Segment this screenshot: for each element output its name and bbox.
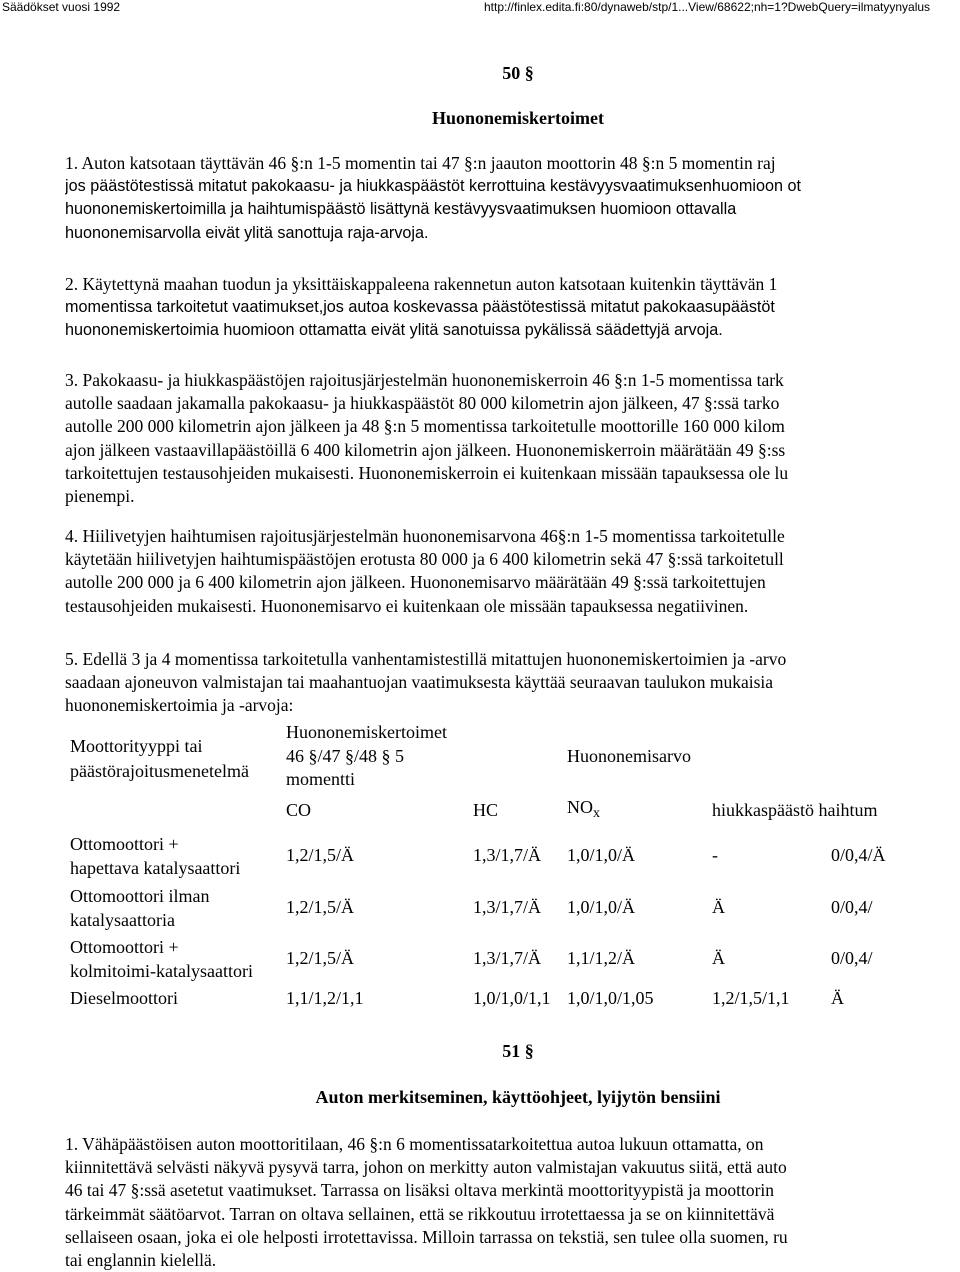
- paragraph-50-5: [65, 648, 897, 718]
- header-line: momentti: [286, 769, 355, 789]
- paragraph-50-2: [65, 273, 897, 343]
- paragraph-51-1: [65, 1133, 897, 1272]
- print-header-url: http://finlex.edita.fi:80/dynaweb/stp/1...View/68622;nh=1?DwebQuery=ilmatyynyalus: [484, 0, 931, 14]
- column-header-hc: HC: [473, 800, 499, 820]
- cell-line: kolmitoimi-katalysaattori: [70, 961, 253, 981]
- table-row-engine-type: [70, 832, 240, 880]
- text-line: huononemiskertoimia ja -arvoja:: [65, 695, 294, 716]
- text-line: 2. Käytettynä maahan tuodun ja yksittäiskappaleena rakennetun auton katsotaan kuitenkin täyttävän 1: [65, 274, 778, 294]
- column-header-particles: hiukkaspäästö haihtum: [712, 800, 878, 820]
- cell-line: Ottomoottori ilman: [70, 886, 210, 906]
- table-cell-co: 1,2/1,5/Ä: [286, 845, 355, 865]
- table-cell-co: 1,2/1,5/Ä: [286, 897, 355, 917]
- table-header-engine-type: [70, 734, 249, 784]
- paragraph-50-3: [65, 369, 897, 508]
- text-line: tarkoitettujen testausohjeiden mukaisesti. Huononemiskerroin ei kuitenkaan missään tapauksessa ole lu: [65, 462, 789, 483]
- table-header-deterioration-value: Huononemisarvo: [567, 746, 691, 766]
- text-line: pienempi.: [65, 485, 135, 506]
- cell-line: Ottomoottori +: [70, 834, 179, 854]
- cell-line: katalysaattoria: [70, 910, 175, 930]
- text-line: saadaan ajoneuvon valmistajan tai maahantuojan vaatimuksesta käyttää seuraavan taulukon mukaisia: [65, 672, 774, 693]
- text-line: tai englannin kielellä.: [65, 1249, 217, 1270]
- nox-subscript: x: [593, 806, 600, 821]
- column-header-nox: [567, 796, 600, 821]
- text-line: huononemiskertoimia huomioon ottamatta eivät ylitä sanotuissa pykälissä säädettyjä arvoja.: [65, 321, 723, 340]
- table-cell-hc: 1,3/1,7/Ä: [473, 948, 542, 968]
- table-row-engine-type: Dieselmoottori: [70, 988, 178, 1008]
- table-cell-particles: Ä: [712, 948, 725, 968]
- table-row-engine-type: [70, 884, 210, 932]
- table-cell-hc: 1,3/1,7/Ä: [473, 845, 542, 865]
- text-line: autolle saadaan jakamalla pakokaasu- ja hiukkaspäästöt 80 000 kilometrin ajon jälkeen, 47 §:ssä tarko: [65, 393, 780, 414]
- text-line: 4. Hiilivetyjen haihtumisen rajoitusjärjestelmän huononemisarvona 46§:n 1-5 momentissa tarkoitetulle: [65, 526, 785, 546]
- print-header-title: Säädökset vuosi 1992: [2, 0, 121, 14]
- text-line: autolle 200 000 ja 6 400 kilometrin ajon jälkeen. Huononemisarvo määrätään 49 §:ssä tarkoitettujen: [65, 572, 766, 593]
- paragraph-50-1: [65, 152, 897, 245]
- header-line: 46 §/47 §/48 § 5: [286, 745, 405, 766]
- table-cell-particles: -: [712, 845, 718, 865]
- text-line: 1. Auton katsotaan täyttävän 46 §:n 1-5 momentin tai 47 §:n jaauton moottorin 48 §:n 5 momentin raj: [65, 153, 776, 173]
- text-line: kiinnitettävä selvästi näkyvä pysyvä tarra, johon on merkitty auton valmistajan vakuutus siitä, että auto: [65, 1157, 787, 1178]
- section-title-51: Auton merkitseminen, käyttöohjeet, lyijytön bensiini: [315, 1087, 721, 1107]
- table-cell-co: 1,1/1,2/1,1: [286, 988, 364, 1008]
- column-header-co: CO: [286, 800, 312, 820]
- text-line: tärkeimmät säätöarvot. Tarran on oltava sellainen, että se rikkoutuu irrotettaessa ja se on kiinnitettävä: [65, 1203, 775, 1224]
- text-line: ajon jälkeen vastaavillapäästöillä 6 400 kilometrin ajon jälkeen. Huononemiskerroin määrätään 49 §:ss: [65, 439, 786, 460]
- text-line: momentissa tarkoitetut vaatimukset,jos autoa koskevassa päästötestissä mitatut pakokaasupäästöt: [65, 298, 775, 317]
- text-line: autolle 200 000 kilometrin ajon jälkeen ja 48 §:n 5 momentissa tarkoitetulle moottorille 160 000 kilom: [65, 416, 785, 437]
- text-line: 1. Vähäpäästöisen auton moottoritilaan, 46 §:n 6 momentissatarkoitettua autoa lukuun ottamatta, on: [65, 1134, 764, 1154]
- table-header-coefficients: [286, 721, 447, 792]
- text-line: 3. Pakokaasu- ja hiukkaspäästöjen rajoitusjärjestelmän huononemiskerroin 46 §:n 1-5 momentissa tark: [65, 370, 784, 390]
- cell-line: hapettava katalysaattori: [70, 858, 241, 878]
- header-line: päästörajoitusmenetelmä: [70, 761, 249, 781]
- text-line: huononemiskertoimilla ja haihtumispäästö lisättynä kestävyysvaatimuksen huomioon ottavalla: [65, 200, 737, 219]
- nox-main: NO: [567, 797, 593, 817]
- table-row-engine-type: [70, 935, 253, 983]
- cell-line: Ottomoottori +: [70, 937, 179, 957]
- text-line: testausohjeiden mukaisesti. Huononemisarvo ei kuitenkaan ole missään tapauksessa negatiivinen.: [65, 595, 749, 616]
- text-line: huononemisarvolla eivät ylitä sanottuja raja-arvoja.: [65, 223, 429, 242]
- table-cell-nox: 1,0/1,0/Ä: [567, 845, 636, 865]
- table-cell-particles: Ä: [712, 897, 725, 917]
- table-cell-evaporation: 0/0,4/: [831, 897, 873, 917]
- table-cell-nox: 1,0/1,0/Ä: [567, 897, 636, 917]
- text-line: 5. Edellä 3 ja 4 momentissa tarkoitetulla vanhentamistestillä mitattujen huononemiskertoimien ja -arvo: [65, 649, 787, 669]
- header-line: Moottorityyppi tai: [70, 736, 203, 756]
- section-number-50: 50 §: [502, 63, 534, 83]
- text-line: jos päästötestissä mitatut pakokaasu- ja hiukkaspäästöt kerrottuina kestävyysvaatimuksenhuomioon ot: [65, 177, 802, 196]
- text-line: sellaiseen osaan, joka ei ole helposti irrotettavissa. Milloin tarrassa on tekstiä, sen tulee olla suomen, ru: [65, 1226, 788, 1247]
- table-cell-evaporation: 0/0,4/: [831, 948, 873, 968]
- table-cell-nox: 1,0/1,0/1,05: [567, 988, 654, 1008]
- header-line: Huononemiskertoimet: [286, 722, 447, 742]
- table-cell-nox: 1,1/1,2/Ä: [567, 948, 636, 968]
- paragraph-50-4: [65, 525, 897, 618]
- section-number-51: 51 §: [502, 1041, 534, 1061]
- table-cell-particles: 1,2/1,5/1,1: [712, 988, 790, 1008]
- table-cell-hc: 1,3/1,7/Ä: [473, 897, 542, 917]
- table-cell-hc: 1,0/1,0/1,1: [473, 988, 551, 1008]
- section-title-50: Huononemiskertoimet: [432, 108, 604, 128]
- table-cell-co: 1,2/1,5/Ä: [286, 948, 355, 968]
- text-line: 46 tai 47 §:ssä asetetut vaatimukset. Tarrassa on lisäksi oltava merkintä moottorityypistä ja moottorin: [65, 1180, 775, 1201]
- table-cell-evaporation: Ä: [831, 988, 844, 1008]
- table-cell-evaporation: 0/0,4/Ä: [831, 845, 886, 865]
- text-line: käytetään hiilivetyjen haihtumispäästöjen erotusta 80 000 ja 6 400 kilometrin sekä 47 §:ssä tarkoitetull: [65, 549, 784, 570]
